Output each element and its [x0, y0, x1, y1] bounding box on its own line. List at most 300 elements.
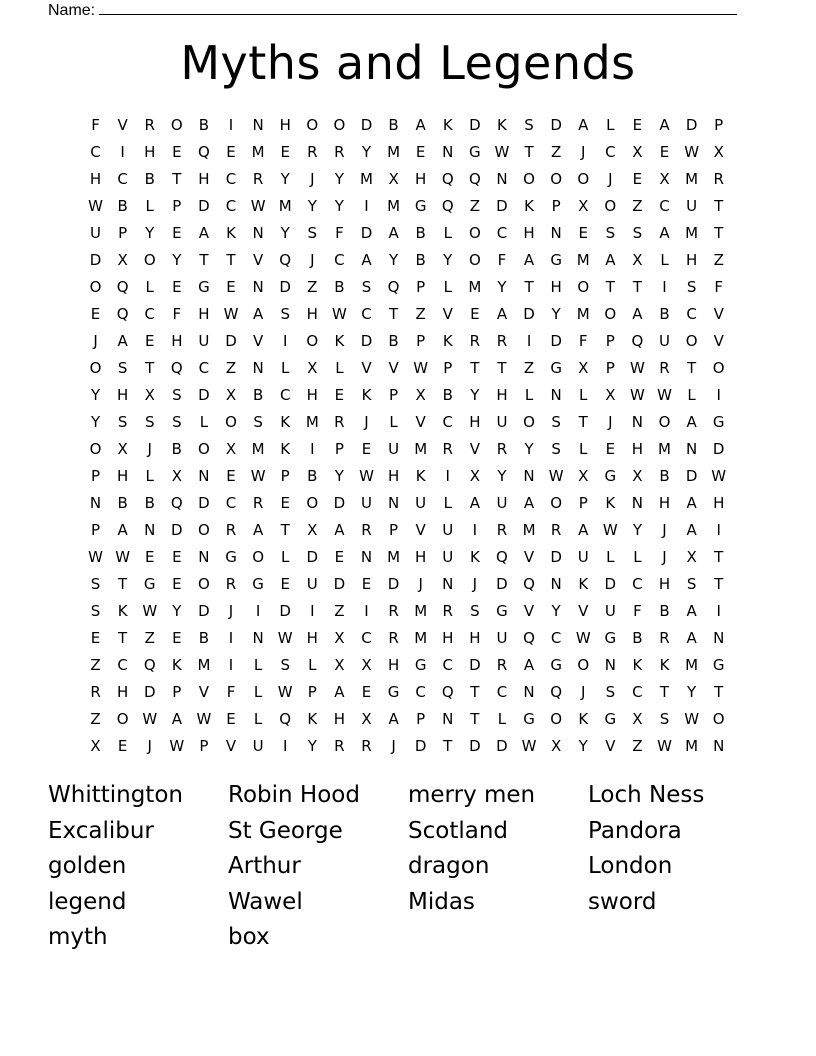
grid-letter[interactable]: R: [252, 170, 264, 188]
grid-letter[interactable]: M: [522, 521, 536, 539]
grid-letter[interactable]: H: [713, 494, 725, 512]
grid-letter[interactable]: R: [496, 440, 508, 458]
grid-letter[interactable]: G: [550, 656, 562, 674]
grid-letter[interactable]: C: [225, 170, 237, 188]
grid-letter[interactable]: X: [117, 251, 128, 269]
grid-letter[interactable]: T: [388, 305, 399, 323]
grid-letter[interactable]: M: [360, 170, 373, 188]
grid-letter[interactable]: I: [716, 521, 721, 539]
grid-letter[interactable]: W: [657, 737, 672, 755]
grid-letter[interactable]: S: [280, 305, 290, 323]
grid-letter[interactable]: C: [496, 683, 508, 701]
grid-letter[interactable]: D: [469, 737, 481, 755]
grid-letter[interactable]: S: [117, 359, 128, 377]
grid-letter[interactable]: Z: [334, 602, 345, 620]
grid-letter[interactable]: Z: [713, 251, 724, 269]
grid-letter[interactable]: V: [198, 683, 210, 701]
grid-letter[interactable]: J: [147, 737, 152, 755]
grid-letter[interactable]: P: [605, 359, 615, 377]
grid-letter[interactable]: D: [198, 197, 210, 215]
grid-letter[interactable]: T: [443, 737, 453, 755]
grid-letter[interactable]: V: [252, 251, 264, 269]
grid-letter[interactable]: H: [306, 305, 318, 323]
grid-letter[interactable]: C: [361, 629, 372, 647]
grid-letter[interactable]: E: [280, 575, 290, 593]
grid-letter[interactable]: T: [470, 359, 480, 377]
grid-letter[interactable]: K: [578, 710, 589, 728]
grid-letter[interactable]: I: [662, 278, 667, 296]
grid-letter[interactable]: M: [468, 278, 482, 296]
grid-letter[interactable]: R: [361, 737, 372, 755]
grid-letter[interactable]: B: [307, 467, 318, 485]
grid-letter[interactable]: E: [280, 494, 290, 512]
grid-letter[interactable]: G: [496, 602, 508, 620]
grid-letter[interactable]: A: [686, 494, 697, 512]
grid-letter[interactable]: A: [632, 305, 643, 323]
grid-letter[interactable]: V: [605, 737, 616, 755]
grid-letter[interactable]: S: [686, 575, 697, 593]
grid-letter[interactable]: Y: [388, 251, 399, 269]
grid-letter[interactable]: T: [199, 251, 209, 269]
grid-letter[interactable]: K: [361, 386, 372, 404]
grid-letter[interactable]: H: [658, 494, 671, 512]
grid-letter[interactable]: H: [523, 224, 535, 242]
grid-letter[interactable]: S: [686, 278, 697, 296]
grid-letter[interactable]: Y: [578, 737, 588, 755]
grid-letter[interactable]: N: [198, 467, 210, 485]
grid-letter[interactable]: M: [414, 440, 428, 458]
grid-letter[interactable]: J: [608, 170, 613, 188]
grid-letter[interactable]: G: [604, 710, 617, 728]
grid-letter[interactable]: M: [278, 197, 292, 215]
grid-letter[interactable]: R: [225, 575, 237, 593]
grid-letter[interactable]: W: [630, 359, 645, 377]
grid-letter[interactable]: Y: [307, 737, 317, 755]
grid-letter[interactable]: B: [144, 170, 155, 188]
grid-letter[interactable]: M: [658, 440, 671, 458]
grid-letter[interactable]: J: [418, 575, 423, 593]
grid-letter[interactable]: W: [250, 197, 266, 215]
grid-letter[interactable]: S: [144, 413, 155, 431]
grid-letter[interactable]: T: [605, 278, 615, 296]
grid-letter[interactable]: N: [550, 575, 562, 593]
grid-letter[interactable]: E: [172, 278, 182, 296]
grid-letter[interactable]: D: [685, 467, 698, 485]
grid-letter[interactable]: A: [523, 494, 535, 512]
grid-letter[interactable]: G: [414, 656, 427, 674]
grid-letter[interactable]: M: [197, 656, 211, 674]
grid-letter[interactable]: K: [497, 116, 507, 134]
grid-letter[interactable]: D: [685, 116, 698, 134]
grid-letter[interactable]: M: [576, 305, 590, 323]
grid-letter[interactable]: X: [225, 386, 237, 404]
grid-letter[interactable]: C: [496, 224, 508, 242]
grid-letter[interactable]: L: [687, 386, 696, 404]
grid-letter[interactable]: T: [714, 548, 724, 566]
grid-letter[interactable]: O: [577, 278, 590, 296]
grid-letter[interactable]: O: [306, 116, 319, 134]
grid-letter[interactable]: C: [686, 305, 697, 323]
grid-letter[interactable]: G: [712, 656, 725, 674]
grid-letter[interactable]: C: [632, 683, 643, 701]
grid-letter[interactable]: A: [252, 521, 264, 539]
grid-letter[interactable]: P: [389, 386, 399, 404]
grid-letter[interactable]: A: [523, 656, 535, 674]
grid-letter[interactable]: H: [469, 629, 481, 647]
grid-letter[interactable]: Y: [524, 440, 534, 458]
grid-letter[interactable]: E: [334, 548, 345, 566]
grid-letter[interactable]: P: [416, 332, 426, 350]
grid-letter[interactable]: D: [360, 332, 373, 350]
grid-letter[interactable]: O: [170, 116, 183, 134]
grid-letter[interactable]: P: [605, 332, 615, 350]
grid-letter[interactable]: Y: [334, 197, 344, 215]
grid-letter[interactable]: D: [198, 602, 210, 620]
grid-letter[interactable]: C: [225, 197, 237, 215]
grid-letter[interactable]: A: [578, 116, 589, 134]
grid-letter[interactable]: G: [523, 710, 535, 728]
grid-letter[interactable]: P: [91, 467, 101, 485]
grid-letter[interactable]: V: [469, 440, 480, 458]
grid-letter[interactable]: N: [442, 575, 454, 593]
grid-letter[interactable]: K: [307, 710, 318, 728]
grid-letter[interactable]: D: [496, 737, 508, 755]
grid-letter[interactable]: H: [117, 386, 129, 404]
grid-letter[interactable]: J: [310, 251, 315, 269]
grid-letter[interactable]: E: [361, 440, 372, 458]
grid-letter[interactable]: F: [226, 683, 236, 701]
grid-letter[interactable]: Z: [144, 629, 155, 647]
grid-letter[interactable]: T: [118, 629, 128, 647]
grid-letter[interactable]: O: [252, 548, 265, 566]
grid-letter[interactable]: V: [361, 359, 372, 377]
grid-letter[interactable]: W: [196, 710, 212, 728]
grid-letter[interactable]: C: [334, 251, 345, 269]
grid-letter[interactable]: P: [172, 197, 182, 215]
grid-letter[interactable]: D: [550, 548, 562, 566]
grid-letter[interactable]: Y: [90, 386, 101, 404]
grid-letter[interactable]: N: [252, 629, 264, 647]
grid-letter[interactable]: E: [632, 116, 643, 134]
grid-letter[interactable]: M: [387, 197, 401, 215]
grid-letter[interactable]: X: [632, 710, 643, 728]
grid-letter[interactable]: K: [578, 575, 589, 593]
grid-letter[interactable]: A: [198, 224, 210, 242]
grid-letter[interactable]: T: [497, 359, 507, 377]
grid-letter[interactable]: N: [252, 224, 264, 242]
grid-letter[interactable]: P: [307, 683, 317, 701]
grid-letter[interactable]: Y: [497, 278, 507, 296]
grid-letter[interactable]: P: [443, 359, 453, 377]
grid-letter[interactable]: K: [171, 656, 182, 674]
grid-letter[interactable]: J: [581, 683, 586, 701]
grid-letter[interactable]: A: [361, 251, 372, 269]
grid-letter[interactable]: D: [550, 332, 562, 350]
grid-letter[interactable]: Y: [280, 170, 290, 188]
grid-letter[interactable]: X: [361, 710, 372, 728]
grid-letter[interactable]: O: [198, 440, 210, 458]
grid-letter[interactable]: L: [524, 386, 534, 404]
grid-letter[interactable]: O: [712, 710, 725, 728]
grid-letter[interactable]: O: [468, 251, 481, 269]
grid-letter[interactable]: L: [253, 656, 263, 674]
grid-letter[interactable]: L: [389, 413, 398, 431]
grid-letter[interactable]: H: [387, 467, 400, 485]
grid-letter[interactable]: K: [334, 332, 345, 350]
grid-letter[interactable]: I: [228, 656, 234, 674]
grid-letter[interactable]: G: [414, 197, 427, 215]
grid-letter[interactable]: E: [226, 710, 236, 728]
grid-letter[interactable]: I: [472, 521, 478, 539]
grid-letter[interactable]: N: [631, 413, 644, 431]
grid-letter[interactable]: E: [172, 224, 182, 242]
grid-letter[interactable]: Y: [551, 602, 561, 620]
grid-letter[interactable]: K: [415, 467, 426, 485]
grid-letter[interactable]: T: [687, 359, 697, 377]
grid-letter[interactable]: J: [472, 575, 478, 593]
grid-letter[interactable]: L: [579, 386, 588, 404]
grid-letter[interactable]: B: [388, 332, 399, 350]
grid-letter[interactable]: U: [496, 413, 508, 431]
grid-letter[interactable]: W: [223, 305, 239, 323]
grid-letter[interactable]: Y: [632, 521, 642, 539]
grid-letter[interactable]: R: [496, 332, 508, 350]
grid-letter[interactable]: R: [442, 602, 453, 620]
grid-letter[interactable]: Z: [523, 359, 535, 377]
grid-letter[interactable]: A: [117, 332, 128, 350]
grid-letter[interactable]: P: [172, 683, 182, 701]
grid-letter[interactable]: E: [470, 305, 480, 323]
grid-letter[interactable]: H: [415, 170, 427, 188]
grid-letter[interactable]: G: [387, 683, 400, 701]
grid-letter[interactable]: S: [90, 575, 101, 593]
grid-letter[interactable]: X: [334, 629, 345, 647]
grid-letter[interactable]: Q: [170, 359, 183, 377]
grid-letter[interactable]: R: [469, 332, 481, 350]
grid-letter[interactable]: T: [659, 683, 670, 701]
grid-letter[interactable]: S: [172, 413, 182, 431]
grid-letter[interactable]: A: [388, 224, 399, 242]
grid-letter[interactable]: E: [90, 629, 101, 647]
grid-letter[interactable]: T: [524, 278, 534, 296]
grid-letter[interactable]: Q: [550, 683, 563, 701]
grid-letter[interactable]: H: [469, 413, 481, 431]
grid-letter[interactable]: C: [198, 359, 210, 377]
grid-letter[interactable]: W: [359, 467, 374, 485]
grid-letter[interactable]: A: [469, 494, 480, 512]
grid-letter[interactable]: B: [415, 251, 426, 269]
grid-letter[interactable]: V: [523, 548, 535, 566]
grid-letter[interactable]: Y: [334, 170, 344, 188]
grid-letter[interactable]: D: [333, 575, 346, 593]
grid-letter[interactable]: D: [469, 656, 481, 674]
grid-letter[interactable]: C: [279, 386, 291, 404]
grid-letter[interactable]: E: [226, 467, 236, 485]
grid-letter[interactable]: W: [250, 467, 266, 485]
grid-letter[interactable]: W: [521, 737, 537, 755]
grid-letter[interactable]: Y: [687, 683, 697, 701]
grid-letter[interactable]: U: [496, 494, 508, 512]
grid-letter[interactable]: D: [198, 494, 210, 512]
grid-letter[interactable]: M: [387, 143, 401, 161]
grid-letter[interactable]: Y: [361, 143, 372, 161]
grid-letter[interactable]: J: [662, 521, 667, 539]
grid-letter[interactable]: N: [685, 440, 698, 458]
grid-letter[interactable]: O: [550, 494, 563, 512]
grid-letter[interactable]: U: [604, 602, 616, 620]
grid-letter[interactable]: C: [117, 656, 128, 674]
grid-letter[interactable]: B: [415, 224, 426, 242]
grid-letter[interactable]: V: [523, 602, 535, 620]
grid-letter[interactable]: Q: [116, 278, 129, 296]
grid-letter[interactable]: K: [605, 494, 616, 512]
grid-letter[interactable]: T: [714, 197, 724, 215]
grid-letter[interactable]: N: [442, 710, 454, 728]
grid-letter[interactable]: G: [225, 548, 237, 566]
grid-letter[interactable]: P: [118, 224, 128, 242]
grid-letter[interactable]: I: [716, 386, 721, 404]
grid-letter[interactable]: I: [445, 467, 450, 485]
grid-letter[interactable]: Q: [116, 305, 129, 323]
grid-letter[interactable]: R: [442, 440, 453, 458]
grid-letter[interactable]: T: [280, 521, 290, 539]
grid-letter[interactable]: L: [199, 413, 209, 431]
grid-letter[interactable]: C: [659, 197, 670, 215]
grid-letter[interactable]: O: [198, 521, 210, 539]
grid-letter[interactable]: L: [606, 548, 615, 566]
grid-letter[interactable]: E: [172, 575, 182, 593]
grid-letter[interactable]: U: [306, 575, 318, 593]
grid-letter[interactable]: L: [281, 359, 290, 377]
grid-letter[interactable]: V: [252, 332, 264, 350]
grid-letter[interactable]: T: [714, 575, 724, 593]
grid-letter[interactable]: X: [578, 467, 589, 485]
grid-letter[interactable]: W: [413, 359, 429, 377]
grid-letter[interactable]: G: [198, 278, 210, 296]
grid-letter[interactable]: B: [659, 305, 670, 323]
grid-letter[interactable]: R: [388, 629, 399, 647]
grid-letter[interactable]: O: [306, 332, 319, 350]
grid-letter[interactable]: N: [387, 494, 400, 512]
grid-letter[interactable]: Q: [198, 143, 210, 161]
grid-letter[interactable]: L: [633, 548, 642, 566]
grid-letter[interactable]: J: [391, 737, 396, 755]
grid-letter[interactable]: W: [684, 143, 700, 161]
grid-letter[interactable]: P: [199, 737, 209, 755]
grid-letter[interactable]: L: [660, 251, 669, 269]
grid-letter[interactable]: T: [470, 683, 480, 701]
grid-letter[interactable]: R: [496, 656, 508, 674]
grid-letter[interactable]: Y: [443, 251, 453, 269]
grid-letter[interactable]: J: [147, 440, 152, 458]
grid-letter[interactable]: D: [523, 305, 535, 323]
grid-letter[interactable]: L: [308, 656, 317, 674]
grid-letter[interactable]: C: [550, 629, 562, 647]
grid-letter[interactable]: G: [252, 575, 264, 593]
grid-letter[interactable]: X: [632, 143, 643, 161]
grid-letter[interactable]: E: [144, 548, 155, 566]
grid-letter[interactable]: E: [144, 332, 155, 350]
grid-letter[interactable]: S: [470, 602, 480, 620]
grid-letter[interactable]: P: [551, 197, 561, 215]
grid-letter[interactable]: W: [277, 629, 293, 647]
grid-letter[interactable]: E: [226, 278, 236, 296]
grid-letter[interactable]: C: [90, 143, 101, 161]
grid-letter[interactable]: K: [280, 440, 291, 458]
grid-letter[interactable]: A: [334, 521, 345, 539]
grid-letter[interactable]: D: [198, 386, 210, 404]
grid-letter[interactable]: M: [576, 251, 590, 269]
grid-letter[interactable]: S: [632, 224, 643, 242]
grid-letter[interactable]: N: [252, 359, 264, 377]
grid-letter[interactable]: O: [306, 494, 319, 512]
grid-letter[interactable]: V: [415, 521, 426, 539]
grid-letter[interactable]: J: [310, 170, 315, 188]
grid-letter[interactable]: N: [360, 548, 373, 566]
grid-letter[interactable]: J: [93, 332, 98, 350]
grid-letter[interactable]: R: [90, 683, 101, 701]
grid-letter[interactable]: L: [145, 197, 154, 215]
grid-letter[interactable]: H: [171, 332, 183, 350]
grid-letter[interactable]: C: [632, 575, 643, 593]
grid-letter[interactable]: W: [548, 467, 564, 485]
grid-letter[interactable]: A: [686, 521, 697, 539]
grid-letter[interactable]: L: [443, 494, 452, 512]
grid-letter[interactable]: D: [712, 440, 725, 458]
grid-letter[interactable]: V: [388, 359, 399, 377]
grid-letter[interactable]: M: [414, 602, 428, 620]
grid-letter[interactable]: P: [416, 278, 426, 296]
grid-letter[interactable]: N: [144, 521, 156, 539]
grid-letter[interactable]: O: [225, 413, 237, 431]
grid-letter[interactable]: O: [89, 440, 102, 458]
grid-letter[interactable]: S: [117, 413, 128, 431]
grid-letter[interactable]: Z: [632, 737, 643, 755]
grid-letter[interactable]: I: [282, 737, 288, 755]
grid-letter[interactable]: X: [117, 440, 128, 458]
grid-letter[interactable]: A: [252, 305, 264, 323]
grid-letter[interactable]: R: [659, 359, 670, 377]
grid-letter[interactable]: S: [551, 440, 561, 458]
grid-letter[interactable]: Y: [497, 467, 507, 485]
grid-letter[interactable]: N: [713, 629, 725, 647]
grid-letter[interactable]: L: [443, 224, 452, 242]
grid-letter[interactable]: M: [685, 170, 699, 188]
grid-letter[interactable]: W: [142, 602, 158, 620]
grid-letter[interactable]: G: [604, 467, 617, 485]
grid-letter[interactable]: Y: [90, 413, 101, 431]
grid-letter[interactable]: S: [605, 683, 616, 701]
grid-letter[interactable]: I: [526, 332, 532, 350]
grid-letter[interactable]: W: [602, 521, 618, 539]
grid-letter[interactable]: O: [712, 359, 725, 377]
grid-letter[interactable]: A: [496, 305, 508, 323]
grid-letter[interactable]: X: [686, 548, 697, 566]
grid-letter[interactable]: M: [251, 440, 265, 458]
grid-letter[interactable]: A: [686, 602, 697, 620]
grid-letter[interactable]: W: [277, 683, 293, 701]
grid-letter[interactable]: W: [494, 143, 510, 161]
grid-letter[interactable]: L: [281, 548, 290, 566]
grid-letter[interactable]: Q: [468, 170, 481, 188]
grid-letter[interactable]: X: [632, 251, 643, 269]
grid-letter[interactable]: O: [89, 278, 102, 296]
grid-letter[interactable]: D: [496, 197, 508, 215]
grid-letter[interactable]: Y: [172, 251, 182, 269]
grid-letter[interactable]: S: [659, 710, 670, 728]
grid-letter[interactable]: D: [171, 521, 183, 539]
grid-letter[interactable]: P: [91, 521, 101, 539]
